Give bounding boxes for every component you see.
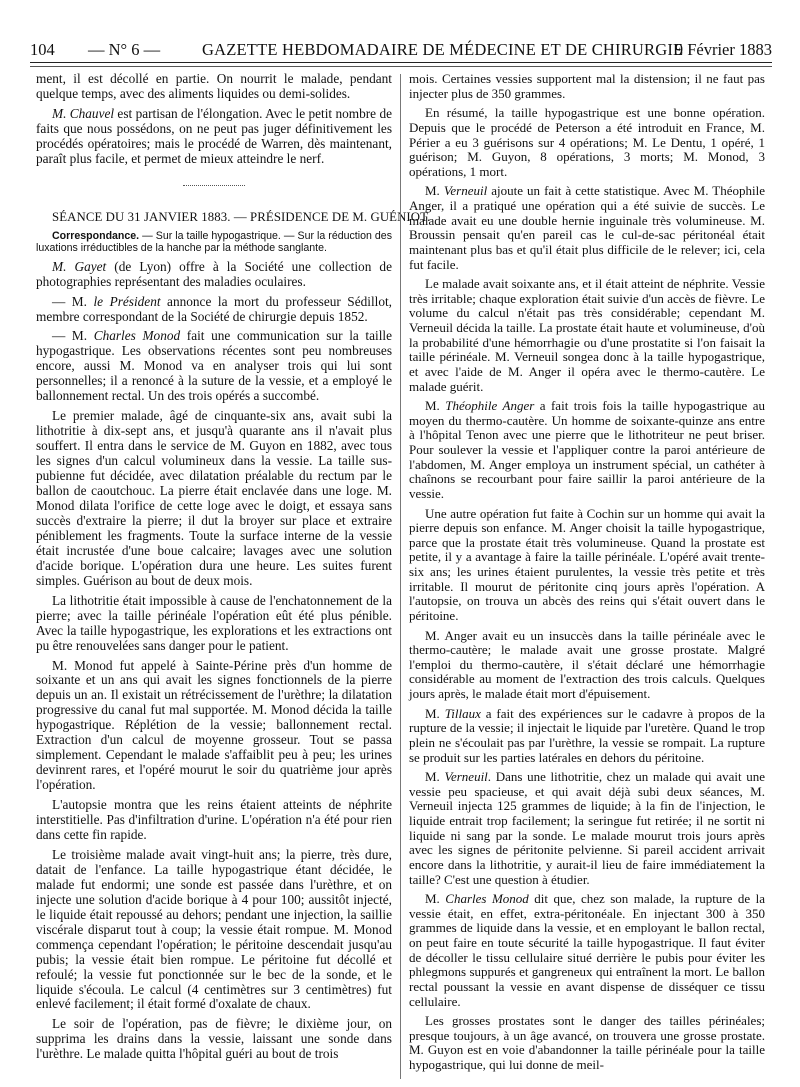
paragraph: — M. le Président annonce la mort du professeur Sédillot, membre correspondant de la Société de chirurgie depuis 1852.	[36, 293, 392, 324]
paragraph: Le malade avait soixante ans, et il était atteint de néphrite. Vessie très irritable; chaque exploration était suivie d'un accès de fièvre. Le volume du calcul n'était pas très considérable; cependant M. Verneuil décida la taille. La prostate était haute et volumineuse, d'où la probabilité d'une hémorrhagie ou d'une prostatite si l'on faisait la taille périnéale. M. Verneuil songea donc à la taille hypogastrique, et avec l'aide de M. Anger il opéra avec le thermo-cautère. Le malade guérit.	[409, 276, 765, 394]
issue-number: — N° 6 —	[88, 40, 161, 59]
paragraph: L'autopsie montra que les reins étaient atteints de néphrite interstitielle. Pas d'infiltration d'urine. L'opération n'a été pour rien dans cette fin rapide.	[36, 797, 392, 842]
speaker-name: Charles Monod	[445, 891, 529, 907]
paragraph: mois. Certaines vessies supportent mal la distension; il ne faut pas injecter plus de 350 grammes.	[409, 71, 765, 101]
speaker-name: le Président	[93, 293, 161, 309]
speaker-name: Tillaux	[444, 705, 481, 721]
issue-date: 9 Février 1883	[674, 40, 772, 59]
page-number: 104	[30, 40, 55, 59]
speaker-name: M. Gayet	[52, 258, 107, 274]
header-rule	[30, 62, 772, 63]
section-divider	[183, 185, 245, 186]
session-heading: SÉANCE DU 31 JANVIER 1883. — PRÉSIDENCE DE M. GUÉNIOT.	[52, 209, 431, 224]
speaker-name: M. Chauvel	[52, 105, 115, 121]
paragraph: M. Charles Monod dit que, chez son malade, la rupture de la vessie était, en effet, extra-péritonéale. En injectant 300 à 350 grammes de liquide dans la vessie, et en employant le ballon rectal, on peut faire en toute sécurité la taille hypogastrique. Il faut éviter de décoller le tissu cellulaire situé derrière le pubis pour éviter les phlegmons suppurés et gangreneux qui entraînent la mort. Le ballon rectal poussant la vessie en avant dispense de disséquer ce tissu cellulaire.	[409, 891, 766, 1009]
journal-title: GAZETTE HEBDOMADAIRE DE MÉDECINE ET DE CHIRURGIE	[202, 40, 684, 59]
column-divider	[400, 74, 401, 1079]
paragraph: M. Théophile Anger a fait trois fois la taille hypogastrique au moyen du thermo-cautère. Un homme de soixante-quinze ans entre à l'hôpital Tenon avec une pierre que le lithotriteur ne peut briser. Pour soulever la vessie et l'appliquer contre la paroi antérieure de l'abdomen, M. Anger employa un instrument spécial, un cathéter à chaînons se recourbant pour faire saillir la paroi antérieure de la vessie.	[409, 398, 766, 501]
paragraph: M. Verneuil. Dans une lithotritie, chez un malade qui avait une vessie peu spacieuse, et qui avait déjà subi deux séances, M. Verneuil injecta 125 grammes de liquide; à la fin de l'injection, le liquide entrait trop facilement; la seringue fut retirée; il ne sortit ni liquide ni sang par la sonde. Le malade mourut trois jours après avec les signes de péritonite pelvienne. Si pareil accident arrivait encore dans la lithotritie, y aurait-il lieu de faire immédiatement la taille? C'est une question à étudier.	[409, 769, 766, 887]
paragraph: Le soir de l'opération, pas de fièvre; le dixième jour, on supprima les drains dans la vessie, laissant une sonde dans l'urèthre. Le malade quitta l'hôpital guéri au bout de trois	[36, 1016, 392, 1062]
paragraph: La lithotritie était impossible à cause de l'enchatonnement de la pierre; avec la taille périnéale l'opération eût été plus pénible. Avec la taille hypogastrique, les explorations et les extractions ont pu être renouvelées sans danger pour le patient.	[36, 592, 392, 653]
speaker-name: Verneuil	[443, 183, 488, 199]
paragraph: M. Tillaux a fait des expériences sur le cadavre à propos de la rupture de la vessie; il injectait le liquide par l'uretère. Quand le trop plein ne s'écoulait pas par l'urèthre, la vessie se rompait. La rupture se produit sur les parties latérales en dehors du péritoine.	[409, 705, 766, 765]
left-column	[36, 71, 431, 1067]
summary-block: Correspondance. — Sur la taille hypogastrique. — Sur la réduction des luxations irréductibles de la hanche par la méthode sanglante.	[36, 229, 392, 255]
paragraph: M. Anger avait eu un insuccès dans la taille périnéale avec le thermo-cautère; le malade avait une grosse prostate. Malgré l'emploi du thermo-cautère, il s'était déclaré une hémorrhagie considérable au moment de l'extraction des trois calculs. Quelques jours après, le malade était mort d'épuisement.	[409, 627, 765, 701]
paragraph: ment, il est décollé en partie. On nourrit le malade, pendant quelque temps, avec des aliments liquides ou demi-solides.	[36, 71, 392, 101]
paragraph: Les grosses prostates sont le danger des tailles périnéales; presque toujours, à un âge avancé, on trouvera une grosse prostate. M. Guyon est en voie d'abandonner la taille périnéale pour la taille hypogastrique, qui lui donne de meil-	[409, 1013, 765, 1072]
paragraph: En résumé, la taille hypogastrique est une bonne opération. Depuis que le procédé de Peterson a été introduit en France, M. Périer a eu 3 guérisons sur 4 opérations; M. Le Dentu, 1 opéré, 1 guérison; M. Guyon, 8 opérations, 3 morts; M. Monod, 3 opérations, 1 mort.	[409, 105, 765, 179]
paragraph: M. Chauvel est partisan de l'élongation. Avec le petit nombre de faits que nous possédons, on ne peut pas juger définitivement les procédés opératoires; mais le procédé de Warren, dès maintenant, paraît plus facile, et permet de mieux atteindre le nerf.	[36, 105, 392, 166]
speaker-name: Charles Monod	[93, 328, 181, 344]
speaker-name: Théophile Anger	[445, 398, 535, 414]
paragraph: Le premier malade, âgé de cinquante-six ans, avait subi la lithotritie à dix-sept ans, et jusqu'à quarante ans il n'avait plus souffert. Il entra dans le service de M. Guyon en 1882, avec tous les signes d'un calcul volumineux dans la vessie. La taille sus-pubienne fut décidée, avec dilatation préalable du rectum par le ballon de caoutchouc. La pierre était enclavée dans une loge. M. Monod dilata l'orifice de cette loge avec le doigt, et essaya sans succès d'extraire la pierre; il dut la broyer sur place et extraire péniblement les fragments. Toute la surface interne de la vessie était incrustée d'une boue calcaire; lavages avec une solution d'acide borique. L'opération dura une heure. Les suites furent simples. Guérison au bout de deux mois.	[36, 408, 392, 588]
paragraph: M. Verneuil ajoute un fait à cette statistique. Avec M. Théophile Anger, il a pratiqué une opération qui a été suivie de succès. Le malade avait eu une double hernie inguinale très volumineuse. M. Broussin pensait qu'en pareil cas le cul-de-sac péritonéal était maintenant plus bas et qu'il était plus difficile de le relever; ici, cela fut facile.	[409, 183, 765, 272]
speaker-name: Verneuil	[444, 769, 488, 785]
paragraph: Le troisième malade avait vingt-huit ans; la pierre, très dure, datait de l'enfance. La taille hypogastrique étant décidée, le malade fut endormi; une sonde est passée dans l'urèthre, et on injecte une solution d'acide borique à 4 pour 100; aussitôt injecté, le liquide était repoussé au dehors; pendant une injection, la saillie viscérale disparut tout à coup; la vessie était rompue. M. Monod commença cependant l'opération; le péritoine descendait jusqu'au pubis; la vessie était bien rompue. Le péritoine fut décollé et refoulé; la vessie fut ponctionnée sur le bec de la sonde, et le liquide s'écoula. Le calcul (4 centimètres sur 3 centimètres) fut enlevé facilement; il était formé d'oxalate de chaux.	[36, 846, 392, 1012]
right-column	[409, 72, 765, 1078]
paragraph: M. Monod fut appelé à Sainte-Périne près d'un homme de soixante et un ans qui avait les signes fonctionnels de la pierre depuis un an. Il existait un rétrécissement de l'urèthre; la dilatation progressive du canal fut mal supportée. M. Monod décida la taille hypogastrique. Réplétion de la vessie; ballonnement rectal. Extraction d'un calcul de moyenne grosseur. Tout se passa simplement. Cependant le malade s'affaiblit peu à peu; les urines devinrent rares, et l'opéré mourut le soir du quatrième jour après l'opération.	[36, 657, 392, 793]
header-rule-thin	[30, 66, 772, 67]
paragraph: Une autre opération fut faite à Cochin sur un homme qui avait la pierre depuis son enfance. M. Anger choisit la taille hypogastrique, parce que la prostate était très volumineuse. Quand la prostate est petite, il y a avantage à faire la taille périnéale. L'opéré avait trente-six ans; les urines étaient purulentes, la vessie très petite et très irritable. Il mourut de péritonite cinq jours après l'opération. A l'autopsie, on trouva un abcès des reins qui s'était ouvert dans le péritoine.	[409, 505, 765, 623]
paragraph: M. Gayet (de Lyon) offre à la Société une collection de photographies représentant des maladies oculaires.	[36, 258, 392, 289]
paragraph: — M. Charles Monod fait une communication sur la taille hypogastrique. Les observations récentes sont peu nombreuses encore, aussi M. Monod va en analyser trois qui lui sont personnelles; il a renoncé à la suture de la vessie, et a employé le ballonnement rectal. Un des trois opérés a succombé.	[36, 328, 393, 404]
